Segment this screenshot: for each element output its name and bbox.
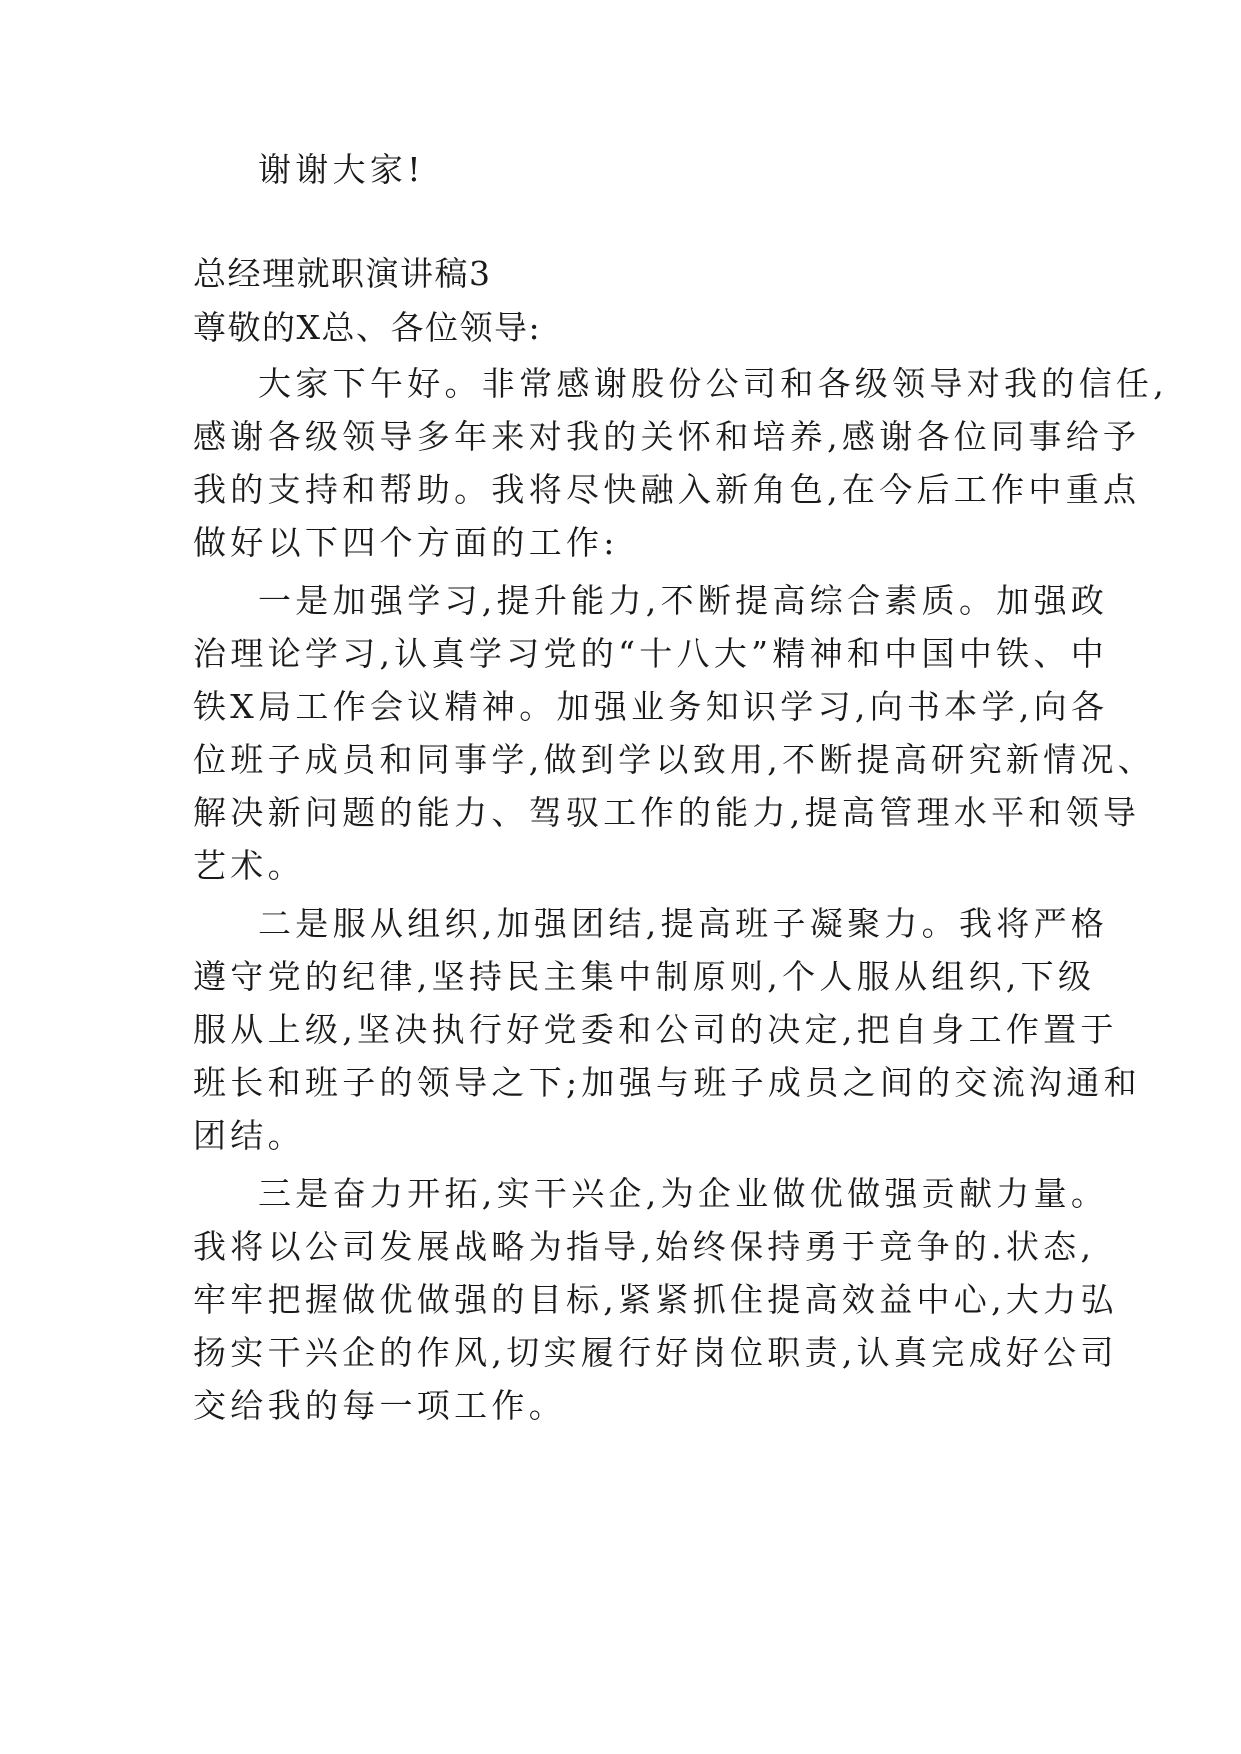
paragraph-line: 我的支持和帮助。我将尽快融入新角色,在今后工作中重点 (193, 470, 1141, 509)
paragraph-line: 大家下午好。非常感谢股份公司和各级领导对我的信任, (258, 364, 1168, 403)
paragraph-line: 治理论学习,认真学习党的“十八大”精神和中国中铁、中 (193, 634, 1109, 673)
paragraph-line: 解决新问题的能力、驾驭工作的能力,提高管理水平和领导 (193, 793, 1141, 832)
paragraph-line: 班长和班子的领导之下;加强与班子成员之间的交流沟通和 (193, 1063, 1141, 1102)
closing-line: 谢谢大家! (258, 150, 425, 189)
document-title: 总经理就职演讲稿3 (193, 254, 492, 293)
paragraph-line: 位班子成员和同事学,做到学以致用,不断提高研究新情况、 (193, 740, 1156, 779)
paragraph-line: 二是服从组织,加强团结,提高班子凝聚力。我将严格 (258, 904, 1109, 943)
paragraph-line: 一是加强学习,提升能力,不断提高综合素质。加强政 (258, 581, 1109, 620)
paragraph-line: 三是奋力开拓,实干兴企,为企业做优做强贡献力量。 (258, 1174, 1109, 1213)
salutation: 尊敬的X总、各位领导: (193, 308, 542, 347)
paragraph-line: 牢牢把握做优做强的目标,紧紧抓住提高效益中心,大力弘 (193, 1280, 1118, 1319)
paragraph-line: 感谢各级领导多年来对我的关怀和培养,感谢各位同事给予 (193, 417, 1141, 456)
paragraph-line: 团结。 (193, 1116, 305, 1155)
paragraph-line: 铁X局工作会议精神。加强业务知识学习,向书本学,向各 (193, 687, 1109, 726)
paragraph-line: 扬实干兴企的作风,切实履行好岗位职责,认真完成好公司 (193, 1333, 1118, 1372)
paragraph-line: 做好以下四个方面的工作: (193, 523, 619, 562)
paragraph-line: 遵守党的纪律,坚持民主集中制原则,个人服从组织,下级 (193, 957, 1096, 996)
paragraph-line: 艺术。 (193, 846, 305, 885)
paragraph-line: 我将以公司发展战略为指导,始终保持勇于竞争的.状态, (193, 1227, 1096, 1266)
paragraph-line: 服从上级,坚决执行好党委和公司的决定,把自身工作置于 (193, 1010, 1118, 1049)
paragraph-line: 交给我的每一项工作。 (193, 1386, 566, 1425)
